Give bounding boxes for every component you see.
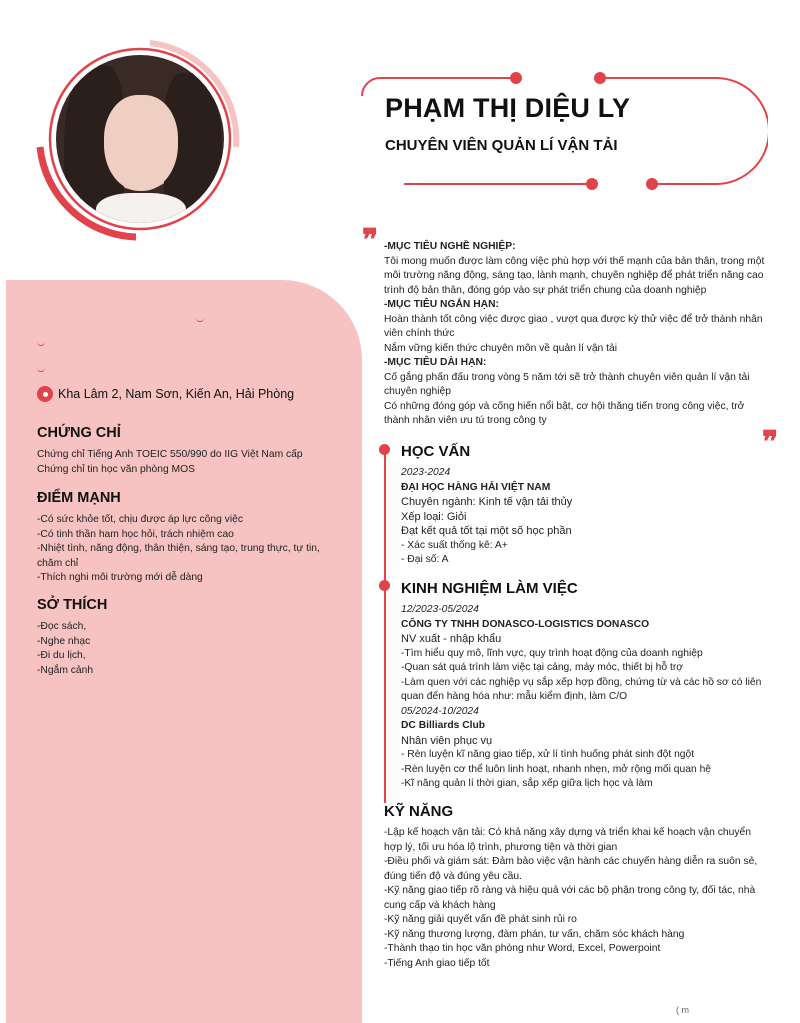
list-item: Chứng chỉ Tiếng Anh TOEIC 550/990 do IIG Việt Nam cấp (37, 449, 303, 460)
job-line: -Tìm hiểu quy mô, lĩnh vực, quy trình hoạt động của doanh nghiệp (401, 647, 703, 659)
skills-list (384, 826, 769, 971)
profile-photo (56, 55, 224, 223)
list-item: -Thành thạo tin học văn phòng như Word, Excel, Powerpoint (384, 943, 661, 954)
timeline-dot (379, 580, 390, 591)
objective-text: Cố gắng phấn đấu trong vòng 5 năm tới sẽ trở thành chuyên viên quản lí vận tải chuyên nghiệp (384, 371, 750, 397)
job-line: -Kĩ năng quản lí thời gian, sắp xếp giữa lịch học và làm (401, 778, 653, 789)
address (37, 386, 294, 402)
map-pin-icon (37, 386, 53, 402)
objective-heading: -MỤC TIÊU NGHỀ NGHIỆP: (384, 241, 516, 252)
objective-text: Hoàn thành tốt công việc được giao , vượt qua được kỳ thử việc để trở thành nhân viên chính thức (384, 313, 763, 339)
strengths-heading: ĐIỂM MẠNH (37, 490, 121, 506)
list-item: -Kỹ năng giao tiếp rõ ràng và hiệu quả với các bộ phận trong công ty, đối tác, nhà cung cấp và khách hàng (384, 885, 756, 911)
list-item: -Kỹ năng thương lượng, đàm phán, tư vấn, chăm sóc khách hàng (384, 928, 685, 940)
job-date: 12/2023-05/2024 (401, 604, 479, 615)
avatar (30, 35, 250, 245)
job-line: -Làm quen với các nghiệp vụ sắp xếp hợp đồng, chứng từ và các hồ sơ có liên quan đến hàng hóa như: mẫu kiểm định, làm C/O (401, 676, 762, 702)
company-name: DC Billiards Club (401, 720, 486, 731)
objective-heading: -MỤC TIÊU NGẮN HẠN: (384, 299, 499, 310)
experience-heading: KINH NGHIỆM LÀM VIỆC (401, 580, 578, 597)
job-role: Nhân viên phục vụ (401, 734, 493, 747)
job-line: -Quan sát quá trình làm việc tại cảng, máy móc, thiết bị hỗ trợ (401, 662, 684, 673)
skills-heading: KỸ NĂNG (384, 803, 454, 820)
list-item: -Đọc sách, (37, 621, 87, 632)
hobbies-list (37, 620, 337, 678)
address-text: Kha Lâm 2, Nam Sơn, Kiến An, Hải Phòng (58, 387, 295, 401)
hobbies-heading: SỞ THÍCH (37, 597, 108, 613)
list-item: -Kỹ năng giải quyết vấn đề phát sinh rủi ro (384, 914, 577, 925)
list-item: -Tiếng Anh giao tiếp tốt (384, 957, 490, 969)
job-title: CHUYÊN VIÊN QUẢN LÍ VẬN TẢI (385, 137, 618, 154)
education-line: Đạt kết quả tốt tại một số học phần (401, 525, 572, 537)
career-objective (384, 240, 766, 429)
education-date: 2023-2024 (401, 467, 451, 478)
education-line: - Xác suất thống kê: A+ (401, 539, 508, 551)
certificates-heading: CHỨNG CHỈ (37, 425, 121, 441)
objective-text: Có những đóng góp và cống hiến nổi bật, cơ hội thăng tiến trong công việc, trở thành nhân viên ưu tú trong công ty (384, 400, 745, 426)
job-date: 05/2024-10/2024 (401, 705, 479, 717)
list-item: Chứng chỉ tin học văn phòng MOS (37, 463, 196, 475)
education-block (401, 466, 771, 568)
certificates-list (37, 448, 347, 477)
strengths-list (37, 513, 337, 586)
list-item: -Lập kế hoạch vận tải: Có khả năng xây dựng và triển khai kế hoạch vận chuyển hợp lý, tối ưu hóa lộ trình, phương tiện và thời gian (384, 827, 751, 853)
header-decoration (356, 68, 768, 193)
candidate-name: PHẠM THỊ DIỆU LY (385, 93, 631, 123)
job-line: -Rèn luyện cơ thể luôn linh hoạt, nhanh nhẹn, mở rộng mối quan hệ (401, 763, 712, 775)
company-name: CÔNG TY TNHH DONASCO-LOGISTICS DONASCO (401, 618, 650, 630)
footer-mark: ( m (676, 1005, 689, 1015)
list-item: -Thích nghi môi trường mới dễ dàng (37, 572, 203, 583)
list-item: -Đi du lịch, (37, 650, 86, 661)
education-line: Chuyên ngành: Kinh tế vận tải thủy (401, 496, 573, 508)
list-item: -Nhiệt tình, năng động, thân thiện, sáng tạo, trung thực, tự tin, chăm chỉ (37, 543, 320, 569)
list-item: -Ngắm cảnh (37, 664, 94, 676)
list-item: -Điều phối và giám sát: Đảm bảo việc vận hành các chuyến hàng diễn ra suôn sẻ, đúng tiến độ và đúng yêu cầu. (384, 856, 758, 882)
job-role: NV xuất - nhập khẩu (401, 633, 502, 645)
list-item: -Nghe nhạc (37, 635, 91, 647)
objective-heading: -MỤC TIÊU DÀI HẠN: (384, 357, 487, 368)
job-line: - Rèn luyện kĩ năng giao tiếp, xử lí tình huống phát sinh đột ngột (401, 749, 695, 760)
timeline-dot (379, 444, 390, 455)
experience-block (401, 603, 771, 792)
objective-text: Tôi mong muốn được làm công việc phù hợp với thế mạnh của bản thân, trong một môi trường năng động, sáng tạo, lành mạnh, chuyên nghiệp để phát triển năng cao trình độ bản thân, đóng góp vào sự phát triển chung của doanh nghiệp (384, 255, 765, 296)
school-name: ĐẠI HỌC HÀNG HẢI VIỆT NAM (401, 481, 551, 493)
education-line: Xếp loại: Giỏi (401, 510, 467, 523)
quote-open-icon: ❞ (362, 223, 379, 258)
timeline-line (384, 448, 386, 803)
quote-close-icon: ❞ (762, 425, 779, 460)
objective-text: Nắm vững kiến thức chuyên môn về quản lí vận tải (384, 342, 618, 354)
list-item: -Có tinh thần ham học hỏi, trách nhiệm cao (37, 528, 234, 540)
education-line: - Đại số: A (401, 554, 449, 565)
education-heading: HỌC VẤN (401, 443, 471, 460)
list-item: -Có sức khỏe tốt, chịu được áp lực công việc (37, 514, 243, 525)
